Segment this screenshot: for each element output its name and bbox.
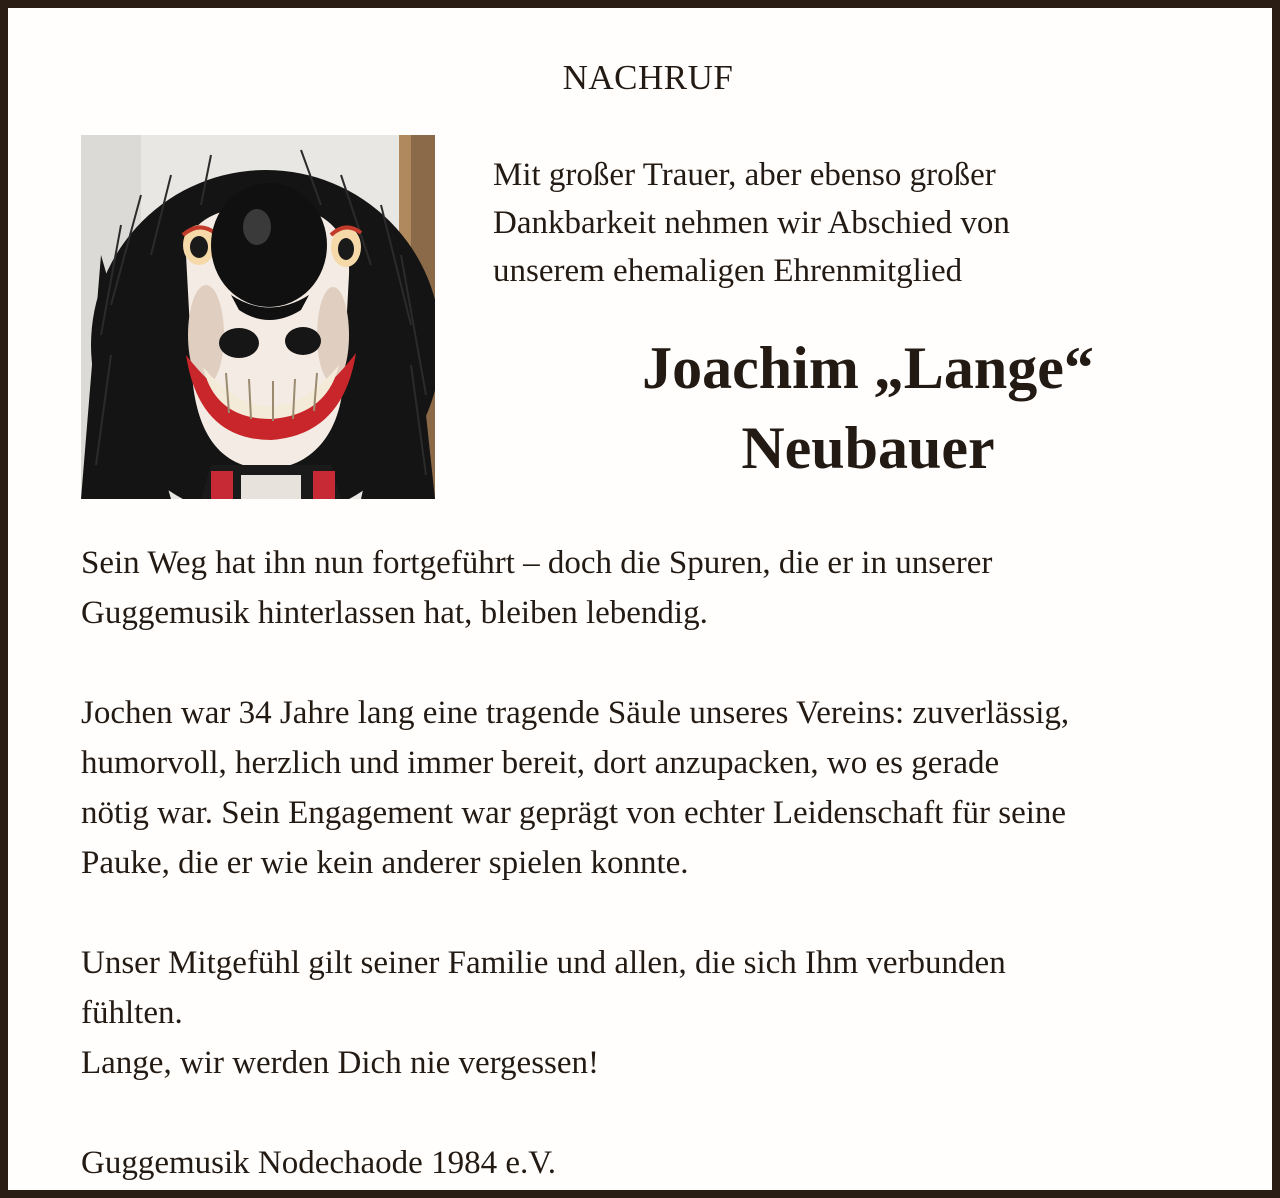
intro-line: unserem ehemaligen Ehrenmitglied — [493, 253, 963, 289]
carnival-mask-image — [81, 135, 435, 499]
paragraph-3-line: Unser Mitgefühl gilt seiner Familie und allen, die sich Ihm verbunden — [81, 945, 1006, 981]
intro-line: Mit großer Trauer, aber ebenso großer — [493, 157, 996, 193]
intro-line: Dankbarkeit nehmen wir Abschied von — [493, 205, 1010, 241]
heading: NACHRUF — [562, 58, 734, 97]
paragraph-2-line: Pauke, die er wie kein anderer spielen konnte. — [81, 845, 689, 881]
obituary-body — [81, 538, 1271, 1188]
paragraph-1-line: Guggemusik hinterlassen hat, bleiben lebendig. — [81, 595, 708, 631]
paragraph-2-line: Jochen war 34 Jahre lang eine tragende Säule unseres Vereins: zuverlässig, — [81, 695, 1070, 731]
paragraph-1-line: Sein Weg hat ihn nun fortgeführt – doch die Spuren, die er in unserer — [81, 545, 993, 581]
name-line-2: Neubauer — [741, 415, 995, 481]
paragraph-2-line: humorvoll, herzlich und immer bereit, dort anzupacken, wo es gerade — [81, 745, 1000, 781]
signature: Guggemusik Nodechaode 1984 e.V. — [81, 1145, 557, 1181]
name-line-1: Joachim „Lange“ — [642, 335, 1094, 401]
paragraph-3-line: Lange, wir werden Dich nie vergessen! — [81, 1045, 600, 1081]
intro-text — [493, 151, 1213, 295]
paragraph-3-line: fühlten. — [81, 995, 183, 1031]
paragraph-2-line: nötig war. Sein Engagement war geprägt von echter Leidenschaft für seine — [81, 795, 1067, 831]
deceased-name — [488, 328, 1248, 488]
mask-photo — [81, 135, 435, 499]
